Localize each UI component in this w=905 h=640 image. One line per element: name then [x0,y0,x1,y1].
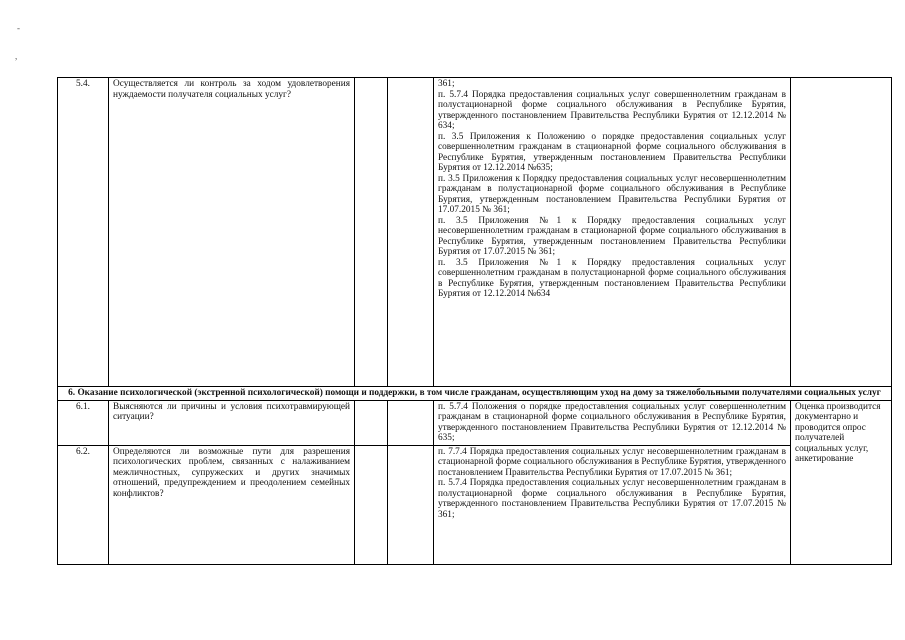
empty-cell [388,445,434,564]
question-cell: Осуществляется ли контроль за ходом удовлетворения нуждаемости получателя социальных услуг? [109,78,355,387]
row-number: 6.1. [58,400,109,445]
section-title: 6. Оказание психологической (экстренной психологической) помощи и поддержки, в том числе гражданам, осуществляющим уход на дому за тяжелобольными получателями социальных услуг [58,387,892,401]
reference-line: 361; [438,79,455,89]
reference-line: п. 5.7.4 Порядка предоставления социальных услуг несовершеннолетним гражданам в полустационарной форме социального обслуживания в Республике Бурятия, утвержденного постановлением Правительства Республики Бурятия от 17.07.2015 № 361; [438,478,786,520]
page-mark-comma: , [15,51,18,61]
empty-cell [791,78,892,387]
reference-line: п. 3.5 Приложения №1 к Порядку предоставления социальных услуг совершеннолетним гражданам в полустационарной форме социального обслуживания в Республике Бурятия, утвержденным постановлением Правительства Республики Бурятия от 12.12.2014 №634 [438,257,786,299]
references-cell [434,400,791,445]
question-cell: Определяются ли возможные пути для разрешения психологических проблем, связанных с налаживанием межличностных, супружеских и других значимых отношений, предупреждением и преодолением семейных конфликтов? [109,445,355,564]
references-cell [434,78,791,387]
empty-cell [388,400,434,445]
empty-cell [355,78,388,387]
question-cell: Выясняются ли причины и условия психотравмирующей ситуации? [109,400,355,445]
empty-cell [355,400,388,445]
references-cell [434,445,791,564]
reference-line: п. 5.7.4 Положения о порядке предоставления социальных услуг совершеннолетним гражданам в стационарной форме социального обслуживания в Республике Бурятия, утвержденного постановлением Правительства Республики Бурятия от 12.12.2014 № 635; [438,401,786,443]
reference-line: п. 5.7.4 Порядка предоставления социальных услуг совершеннолетним гражданам в полустационарной форме социального обслуживания в Республике Бурятия, утвержденного постановлением Правительства Республики Бурятия от 12.12.2014 № 634; [438,89,786,131]
table-row-6-1 [58,400,892,445]
assessment-cell: Оценка производится документарно и проводится опрос получателей социальных услуг, анкетирование [791,400,892,564]
page-mark-dash: - [17,23,20,33]
empty-cell [388,78,434,387]
reference-line: п. 3.5 Приложения к Порядку предоставления социальных услуг несовершеннолетним гражданам в полустационарной форме социального обслуживания в Республике Бурятия, утвержденным постановлением Правительства Республики Бурятия от 17.07.2015 № 361; [438,173,786,215]
row-number: 6.2. [58,445,109,564]
checklist-table [57,77,892,565]
reference-line: п. 3.5 Приложения №1 к Порядку предоставления социальных услуг несовершеннолетним гражданам в стационарной форме социального обслуживания в Республике Бурятия, утвержденным постановлением Правительства Республики Бурятия от 17.07.2015 № 361; [438,215,786,257]
empty-cell [355,445,388,564]
reference-line: п. 7.7.4 Порядка предоставления социальных услуг несовершеннолетним гражданам в стационарной форме социального обслуживания в Республике Бурятия, утвержденного постановлением Правительства Республики Бурятия от 17.07.2015 № 361; [438,446,786,478]
row-number: 5.4. [58,78,109,387]
table-row-6-2 [58,445,892,564]
table-row-5-4 [58,78,892,387]
reference-line: п. 3.5 Приложения к Положению о порядке предоставления социальных услуг совершеннолетним гражданам в стационарной форме социального обслуживания в Республике Бурятия, утвержденным постановлением Правительства Республики Бурятия от 12.12.2014 №635; [438,131,786,173]
section-header-row [58,387,892,401]
